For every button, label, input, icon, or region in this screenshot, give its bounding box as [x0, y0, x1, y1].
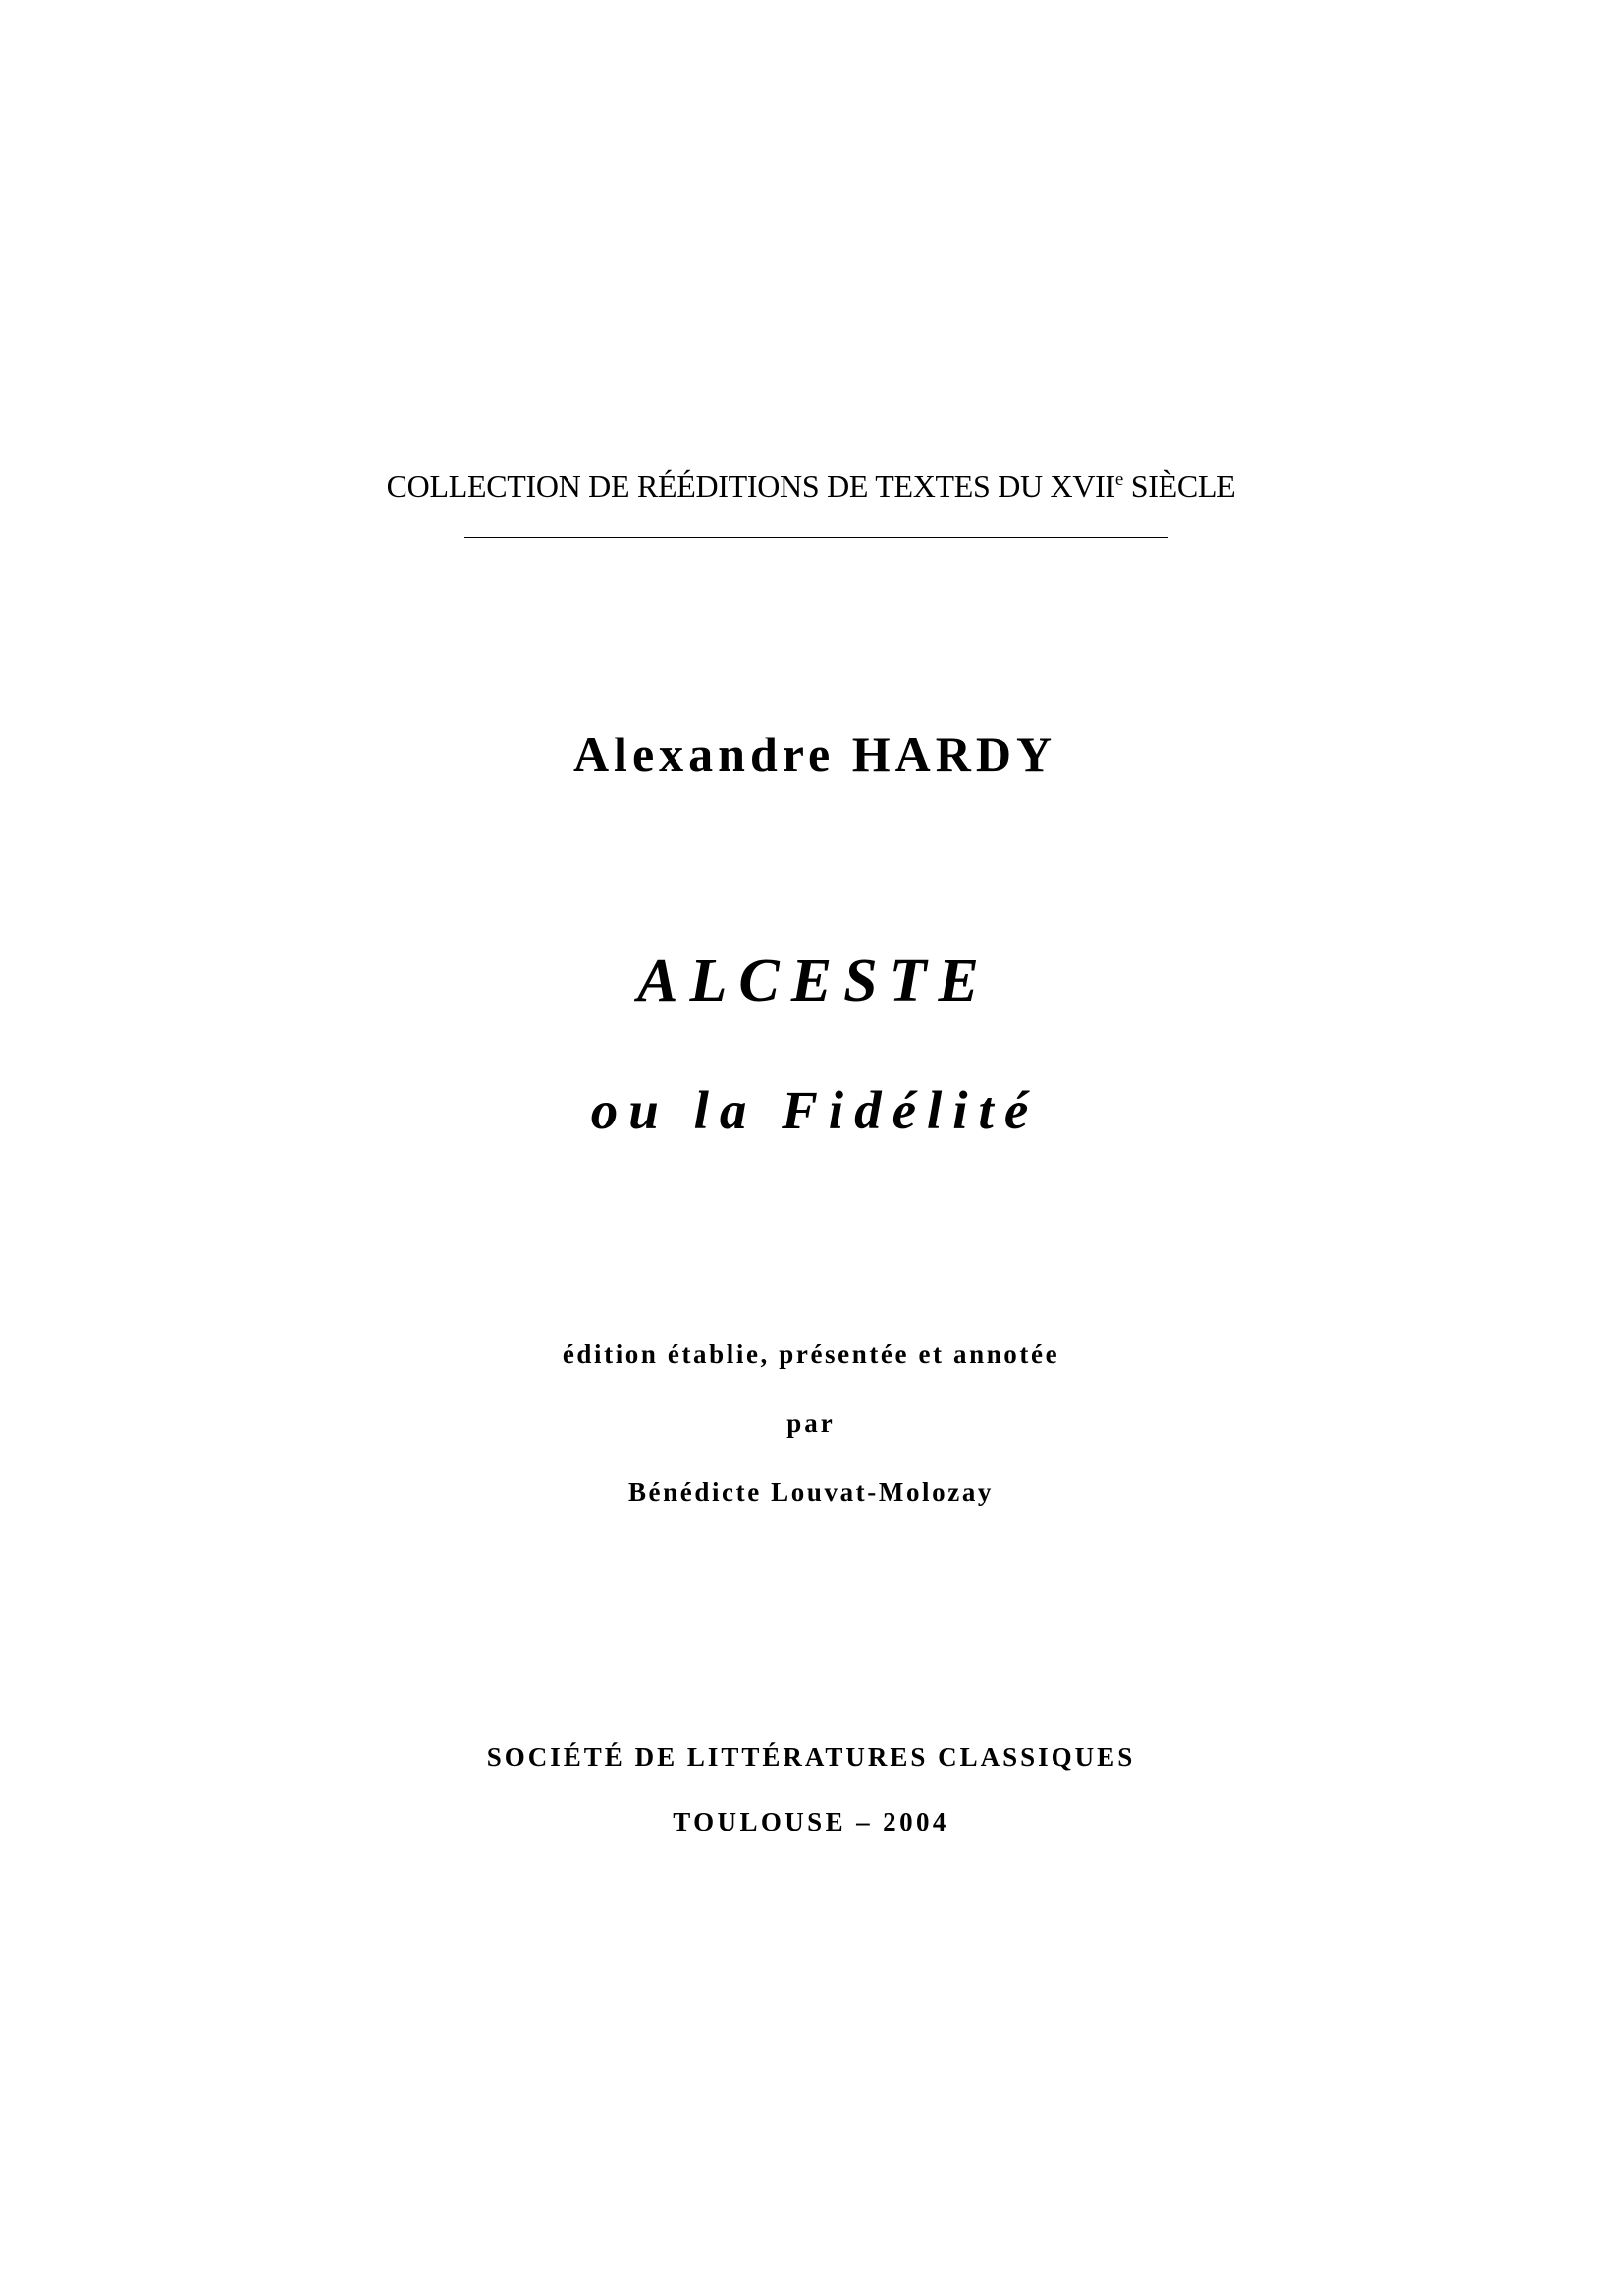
- century-superscript: e: [1114, 469, 1124, 490]
- collection-name-text: COLLECTION DE RÉÉDITIONS DE TEXTES DU XVII: [386, 468, 1115, 504]
- publisher-name: SOCIÉTÉ DE LITTÉRATURES CLASSIQUES: [486, 1742, 1136, 1772]
- publication-place-year: TOULOUSE – 2004: [673, 1807, 949, 1836]
- work-subtitle: ou la Fidélité: [590, 1080, 1040, 1140]
- collection-name-suffix: SIÈCLE: [1123, 468, 1236, 504]
- collection-name: [0, 466, 1622, 512]
- editor-name: Bénédicte Louvat-Molozay: [627, 1477, 995, 1506]
- collection-underline: [464, 537, 1168, 538]
- work-title: ALCESTE: [637, 948, 991, 1014]
- by-label: par: [786, 1408, 836, 1438]
- edition-note: édition établie, présentée et annotée: [562, 1339, 1060, 1369]
- author-name: Alexandre HARDY: [572, 727, 1057, 782]
